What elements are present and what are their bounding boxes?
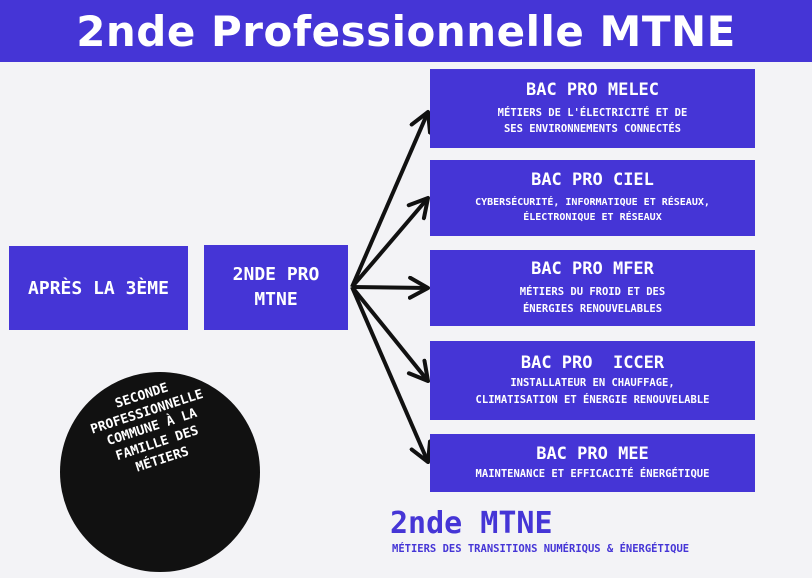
middle-label: 2NDE PRO MTNE <box>232 264 320 310</box>
bac-pro-iccer <box>430 341 755 420</box>
bac-pro-ciel <box>430 160 755 236</box>
bac-pro-melec-title: BAC PRO MELEC <box>525 79 660 100</box>
bac-pro-melec <box>430 69 755 148</box>
arrow-to-ciel <box>352 198 428 287</box>
footer-subtitle: MÉTIERS DES TRANSITIONS NUMÉRIQUS & ÉNERGÉTIQUE <box>392 543 690 555</box>
bac-pro-mee-description: MAINTENANCE ET EFFICACITÉ ÉNERGÉTIQUE <box>475 467 710 480</box>
bac-pro-mee <box>430 434 755 492</box>
bac-pro-ciel-description: CYBERSÉCURITÉ, INFORMATIQUE ET RÉSEAUX, ÉLECTRONIQUE ET RÉSEAUX <box>475 196 710 224</box>
bac-pro-melec-description: MÉTIERS DE L'ÉLECTRICITÉ ET DE SES ENVIRONNEMENTS CONNECTÉS <box>497 106 688 136</box>
bac-pro-mfer-title: BAC PRO MFER <box>531 259 654 280</box>
footer-title: 2nde MTNE <box>390 506 553 541</box>
arrow-to-mfer <box>352 287 428 288</box>
arrow-to-mee <box>352 287 428 462</box>
bac-pro-ciel-title: BAC PRO CIEL <box>531 170 654 191</box>
bac-pro-mee-title: BAC PRO MEE <box>536 443 649 464</box>
arrow-to-melec <box>352 112 428 287</box>
arrow-to-iccer <box>352 287 428 381</box>
start-label: APRÈS LA 3ÈME <box>28 277 169 299</box>
bac-pro-mfer <box>430 250 755 326</box>
bac-pro-iccer-description: INSTALLATEUR EN CHAUFFAGE, CLIMATISATION ET ÉNERGIE RENOUVELABLE <box>475 377 710 406</box>
page-title: 2nde Professionnelle MTNE <box>0 0 812 62</box>
bac-pro-mfer-description: MÉTIERS DU FROID ET DES ÉNERGIES RENOUVELABLES <box>519 286 666 315</box>
bac-pro-iccer-title: BAC PRO ICCER <box>520 353 665 374</box>
seconde-badge-text: SECONDE PROFESSIONNELLE COMMUNE À LA FAMILLE DES MÉTIERS <box>88 380 206 475</box>
